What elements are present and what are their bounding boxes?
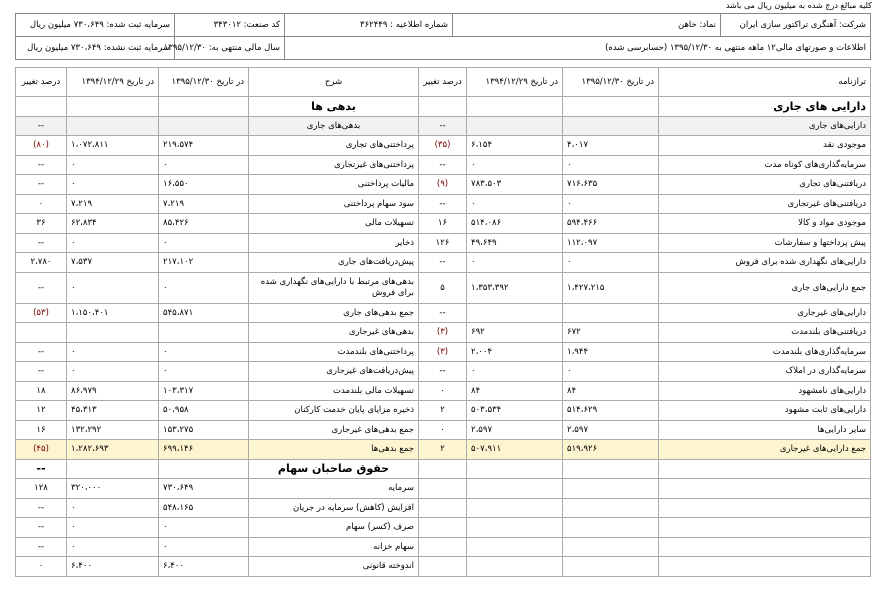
cell-asset-label: دریافتنی‌های بلندمدت <box>659 323 871 343</box>
cell-liability-change: -- <box>16 518 67 538</box>
cell-liability-1394: ۰ <box>67 342 159 362</box>
cell-asset-1394: ۲،۰۰۴ <box>467 342 563 362</box>
cell-asset-change: ۵ <box>419 272 467 303</box>
cell-asset-label: دارایی‌های نگهداری شده برای فروش <box>659 253 871 273</box>
cell-liability-label: بدهی ها <box>249 97 419 117</box>
cell-liability-1394: ۰ <box>67 155 159 175</box>
cell-asset-1395 <box>563 518 659 538</box>
table-row <box>16 175 871 195</box>
cell-asset-1395 <box>563 537 659 557</box>
cell-liability-label: صرف (کسر) سهام <box>249 518 419 538</box>
cell-liability-1395: ۵۰،۹۵۸ <box>159 401 249 421</box>
column-header-row <box>16 68 871 97</box>
cell-asset-1395: ۶۷۲ <box>563 323 659 343</box>
cell-liability-label: سود سهام پرداختنی <box>249 194 419 214</box>
cell-asset-label: جمع دارایی‌های غیرجاری <box>659 440 871 460</box>
cell-asset-1394 <box>467 97 563 117</box>
industry-code: کد صنعت: ۳۴۳۰۱۲ <box>175 14 285 37</box>
cell-asset-1395: ۷۱۶،۶۳۵ <box>563 175 659 195</box>
cell-liability-change <box>16 97 67 117</box>
cell-liability-label: تسهیلات مالی <box>249 214 419 234</box>
cell-liability-label: بدهی‌های مرتبط با دارایی‌های نگهداری شده برای فروش <box>249 272 419 303</box>
cell-asset-1395: ۱،۹۴۴ <box>563 342 659 362</box>
cell-liability-1395: ۱۵۳،۲۷۵ <box>159 420 249 440</box>
cell-asset-change: ۲ <box>419 440 467 460</box>
cell-asset-change: -- <box>419 194 467 214</box>
cell-asset-1395: ۰ <box>563 253 659 273</box>
cell-asset-1395: ۰ <box>563 194 659 214</box>
cell-asset-label <box>659 498 871 518</box>
cell-liability-1395: ۷۳۰،۶۴۹ <box>159 479 249 499</box>
cell-liability-1395: ۰ <box>159 342 249 362</box>
cell-liability-change: ۱۲ <box>16 401 67 421</box>
cell-asset-label: دارایی‌های غیرجاری <box>659 303 871 323</box>
cell-liability-change: ۱۲۸ <box>16 479 67 499</box>
col-desc: شرح <box>249 68 419 97</box>
cell-liability-label: ذخایر <box>249 233 419 253</box>
cell-asset-change: -- <box>419 362 467 382</box>
cell-liability-1394: ۱،۱۵۰،۴۰۱ <box>67 303 159 323</box>
cell-asset-1394 <box>467 518 563 538</box>
table-row <box>16 498 871 518</box>
cell-asset-1395: ۰ <box>563 362 659 382</box>
col-balance: ترازنامه <box>659 68 871 97</box>
cell-asset-change <box>419 479 467 499</box>
cell-liability-label: مالیات پرداختنی <box>249 175 419 195</box>
cell-asset-change <box>419 537 467 557</box>
cell-asset-label <box>659 459 871 479</box>
table-row <box>16 459 871 479</box>
cell-asset-label: موجودی نقد <box>659 136 871 156</box>
cell-liability-1395: ۶۹۹،۱۴۶ <box>159 440 249 460</box>
table-row <box>16 342 871 362</box>
table-row <box>16 136 871 156</box>
cell-liability-1395: ۲۱۷،۱۰۲ <box>159 253 249 273</box>
cell-asset-change: (۳) <box>419 342 467 362</box>
cell-asset-1395 <box>563 479 659 499</box>
table-row <box>16 479 871 499</box>
cell-liability-label: پیش‌دریافت‌های غیرجاری <box>249 362 419 382</box>
cell-liability-change: (۴۵) <box>16 440 67 460</box>
cell-asset-label: پیش پرداختها و سفارشات <box>659 233 871 253</box>
statement-description: اطلاعات و صورتهای مالی۱۲ ماهه منتهی به ۱۳۹۵/۱۲/۳۰ (حسابرسی شده) <box>285 37 871 60</box>
cell-asset-label <box>659 479 871 499</box>
cell-liability-1394: ۸۶،۹۷۹ <box>67 381 159 401</box>
cell-asset-label: دارایی‌های نامشهود <box>659 381 871 401</box>
cell-liability-1394 <box>67 459 159 479</box>
cell-liability-label: بدهی‌های غیرجاری <box>249 323 419 343</box>
cell-liability-label: جمع بدهی‌ها <box>249 440 419 460</box>
notice-number: شماره اطلاعیه : ۳۶۲۴۴۹ <box>285 14 453 37</box>
cell-liability-change <box>16 323 67 343</box>
cell-asset-1394 <box>467 537 563 557</box>
cell-asset-label: جمع دارایی‌های جاری <box>659 272 871 303</box>
col-assets-1395: در تاریخ ۱۳۹۵/۱۲/۳۰ <box>563 68 659 97</box>
registered-capital: سرمایه ثبت شده: ۷۳۰،۶۴۹ میلیون ریال <box>16 14 175 37</box>
cell-asset-change: -- <box>419 303 467 323</box>
cell-liability-1395: ۱۰۳،۳۱۷ <box>159 381 249 401</box>
cell-liability-1394: ۰ <box>67 362 159 382</box>
cell-asset-label: موجودی مواد و کالا <box>659 214 871 234</box>
cell-asset-label: سرمایه‌گذاری‌های بلندمدت <box>659 342 871 362</box>
report-header <box>15 13 871 60</box>
cell-liability-1394: ۱،۲۸۲،۶۹۳ <box>67 440 159 460</box>
table-row <box>16 116 871 136</box>
cell-liability-label: تسهیلات مالی بلندمدت <box>249 381 419 401</box>
cell-liability-1394 <box>67 97 159 117</box>
cell-liability-change: -- <box>16 459 67 479</box>
cell-asset-1394 <box>467 479 563 499</box>
cell-asset-change: (۳۵) <box>419 136 467 156</box>
fiscal-year: سال مالی منتهی به: ۱۳۹۵/۱۲/۳۰ <box>175 37 285 60</box>
cell-asset-change <box>419 97 467 117</box>
cell-liability-change: -- <box>16 362 67 382</box>
cell-liability-1394 <box>67 323 159 343</box>
table-row <box>16 401 871 421</box>
cell-asset-change: (۳) <box>419 323 467 343</box>
unregistered-capital: سرمایه ثبت نشده: ۷۳۰،۶۴۹ میلیون ریال <box>16 37 175 60</box>
cell-liability-1394: ۰ <box>67 537 159 557</box>
cell-asset-change: -- <box>419 116 467 136</box>
cell-asset-1395 <box>563 303 659 323</box>
cell-asset-1394 <box>467 303 563 323</box>
cell-asset-change: ۰ <box>419 381 467 401</box>
cell-liability-1395: ۷،۲۱۹ <box>159 194 249 214</box>
cell-liability-1395: ۱۶،۵۵۰ <box>159 175 249 195</box>
cell-asset-change: -- <box>419 155 467 175</box>
cell-asset-1395: ۵۱۹،۹۲۶ <box>563 440 659 460</box>
cell-liability-1395: ۵۴۸،۱۶۵ <box>159 498 249 518</box>
cell-asset-1394: ۶۹۲ <box>467 323 563 343</box>
cell-liability-change: -- <box>16 272 67 303</box>
cell-asset-1395: ۱۱۲،۰۹۷ <box>563 233 659 253</box>
cell-liability-change: (۵۳) <box>16 303 67 323</box>
symbol: نماد: خاهن <box>453 14 721 37</box>
cell-liability-1395: ۰ <box>159 537 249 557</box>
col-liab-1394: در تاریخ ۱۳۹۴/۱۲/۲۹ <box>67 68 159 97</box>
cell-asset-change: -- <box>419 253 467 273</box>
cell-asset-change: ۱۲۶ <box>419 233 467 253</box>
cell-liability-1394: ۰ <box>67 272 159 303</box>
cell-liability-1395: ۶،۴۰۰ <box>159 557 249 577</box>
table-row <box>16 440 871 460</box>
cell-asset-change: ۱۶ <box>419 214 467 234</box>
cell-asset-1395: ۲،۵۹۷ <box>563 420 659 440</box>
table-row <box>16 362 871 382</box>
cell-liability-1395: ۰ <box>159 233 249 253</box>
cell-asset-1395: ۸۴ <box>563 381 659 401</box>
cell-asset-1394: ۵۰۷،۹۱۱ <box>467 440 563 460</box>
cell-liability-1394: ۰ <box>67 233 159 253</box>
cell-liability-1395: ۰ <box>159 272 249 303</box>
cell-liability-1395: ۰ <box>159 362 249 382</box>
cell-liability-label: افزایش (کاهش) سرمایه در جریان <box>249 498 419 518</box>
cell-asset-change <box>419 459 467 479</box>
cell-asset-1394: ۰ <box>467 194 563 214</box>
cell-liability-1394: ۱،۰۷۲،۸۱۱ <box>67 136 159 156</box>
table-row <box>16 272 871 303</box>
cell-asset-change <box>419 557 467 577</box>
cell-liability-1395: ۵۴۵،۸۷۱ <box>159 303 249 323</box>
table-row <box>16 537 871 557</box>
cell-liability-1395: ۲۱۹،۵۷۴ <box>159 136 249 156</box>
cell-liability-change: ۰ <box>16 557 67 577</box>
cell-liability-label: سرمایه <box>249 479 419 499</box>
table-row <box>16 194 871 214</box>
cell-liability-1395 <box>159 323 249 343</box>
cell-liability-1395: ۰ <box>159 518 249 538</box>
cell-asset-1395: ۰ <box>563 155 659 175</box>
table-row <box>16 97 871 117</box>
cell-asset-1395 <box>563 557 659 577</box>
cell-asset-1394: ۰ <box>467 362 563 382</box>
cell-asset-1394: ۲،۵۹۷ <box>467 420 563 440</box>
cell-liability-1394: ۳۲۰،۰۰۰ <box>67 479 159 499</box>
cell-asset-label: دارایی‌های ثابت مشهود <box>659 401 871 421</box>
cell-asset-1395 <box>563 97 659 117</box>
cell-liability-label: پرداختنی‌های غیرتجاری <box>249 155 419 175</box>
cell-liability-label: جمع بدهی‌های غیرجاری <box>249 420 419 440</box>
cell-liability-change: ۱۶ <box>16 420 67 440</box>
cell-asset-1395 <box>563 459 659 479</box>
cell-liability-1395 <box>159 116 249 136</box>
cell-liability-label: سهام خزانه <box>249 537 419 557</box>
cell-liability-1395 <box>159 97 249 117</box>
cell-liability-1395: ۸۵،۴۲۶ <box>159 214 249 234</box>
cell-liability-label: اندوخته قانونی <box>249 557 419 577</box>
col-liab-change: درصد تغییر <box>16 68 67 97</box>
cell-asset-1394 <box>467 498 563 518</box>
table-row <box>16 253 871 273</box>
cell-liability-1394: ۰ <box>67 498 159 518</box>
cell-liability-1395: ۰ <box>159 155 249 175</box>
cell-asset-1394: ۱،۳۵۳،۳۹۲ <box>467 272 563 303</box>
cell-asset-change <box>419 518 467 538</box>
cell-liability-label: جمع بدهی‌های جاری <box>249 303 419 323</box>
cell-liability-change: ۲،۷۸۰ <box>16 253 67 273</box>
cell-asset-1394: ۸۴ <box>467 381 563 401</box>
cell-asset-1394 <box>467 459 563 479</box>
cell-asset-label: دریافتنی‌های غیرتجاری <box>659 194 871 214</box>
cell-asset-1395: ۵۱۴،۶۲۹ <box>563 401 659 421</box>
cell-liability-change: -- <box>16 342 67 362</box>
cell-asset-label: سرمایه‌گذاری‌های کوتاه مدت <box>659 155 871 175</box>
cell-liability-1394: ۷،۲۱۹ <box>67 194 159 214</box>
cell-liability-change: -- <box>16 537 67 557</box>
cell-liability-1394: ۶۲،۸۳۴ <box>67 214 159 234</box>
balance-sheet-table <box>15 67 871 577</box>
cell-asset-label: دارایی‌های جاری <box>659 116 871 136</box>
cell-asset-change <box>419 498 467 518</box>
cell-asset-1394: ۰ <box>467 155 563 175</box>
cell-liability-change: ۳۶ <box>16 214 67 234</box>
cell-liability-change: -- <box>16 175 67 195</box>
cell-liability-1394: ۴۵،۳۱۳ <box>67 401 159 421</box>
col-assets-change: درصد تغییر <box>419 68 467 97</box>
cell-asset-1395: ۴،۰۱۷ <box>563 136 659 156</box>
cell-asset-label <box>659 557 871 577</box>
cell-liability-label: پرداختنی‌های بلندمدت <box>249 342 419 362</box>
cell-liability-1394: ۶،۴۰۰ <box>67 557 159 577</box>
cell-liability-1394: ۷،۵۳۷ <box>67 253 159 273</box>
cell-asset-1394: ۵۱۴،۰۸۶ <box>467 214 563 234</box>
table-row <box>16 381 871 401</box>
cell-liability-change: (۸۰) <box>16 136 67 156</box>
cell-asset-1394: ۰ <box>467 253 563 273</box>
cell-liability-label: پیش‌دریافت‌های جاری <box>249 253 419 273</box>
cell-asset-change: ۰ <box>419 420 467 440</box>
cell-liability-change: -- <box>16 233 67 253</box>
cell-asset-1394: ۷۸۳،۵۰۳ <box>467 175 563 195</box>
cell-asset-1394: ۴۹،۶۴۹ <box>467 233 563 253</box>
cell-asset-1395 <box>563 498 659 518</box>
table-row <box>16 518 871 538</box>
cell-asset-1395: ۱،۴۲۷،۲۱۵ <box>563 272 659 303</box>
cell-liability-change: -- <box>16 155 67 175</box>
col-liab-1395: در تاریخ ۱۳۹۵/۱۲/۳۰ <box>159 68 249 97</box>
cell-liability-change: ۰ <box>16 194 67 214</box>
cell-asset-1395: ۵۹۴،۴۶۶ <box>563 214 659 234</box>
cell-liability-1394 <box>67 116 159 136</box>
table-row <box>16 214 871 234</box>
table-row <box>16 557 871 577</box>
cell-asset-1394 <box>467 116 563 136</box>
cell-liability-change: -- <box>16 498 67 518</box>
table-row <box>16 323 871 343</box>
cell-liability-label: بدهی‌های جاری <box>249 116 419 136</box>
cell-asset-1394: ۵۰۳،۵۳۴ <box>467 401 563 421</box>
cell-asset-1394: ۶،۱۵۴ <box>467 136 563 156</box>
col-assets-1394: در تاریخ ۱۳۹۴/۱۲/۲۹ <box>467 68 563 97</box>
cell-asset-label: دریافتنی‌های تجاری <box>659 175 871 195</box>
cell-liability-label: حقوق صاحبان سهام <box>249 459 419 479</box>
cell-asset-1394 <box>467 557 563 577</box>
cell-liability-1395 <box>159 459 249 479</box>
cell-asset-change: ۲ <box>419 401 467 421</box>
cell-liability-change: -- <box>16 116 67 136</box>
cell-asset-1395 <box>563 116 659 136</box>
table-row <box>16 155 871 175</box>
table-row <box>16 233 871 253</box>
cell-asset-label <box>659 537 871 557</box>
cell-asset-change: (۹) <box>419 175 467 195</box>
amount-unit-note: کلیه مبالغ درج شده به میلیون ریال می باشد <box>725 1 872 10</box>
company-name: شرکت: آهنگری تراکتور سازی ایران <box>721 14 871 37</box>
table-row <box>16 303 871 323</box>
cell-liability-label: پرداختنی‌های تجاری <box>249 136 419 156</box>
cell-liability-label: ذخیره مزایای پایان خدمت کارکنان <box>249 401 419 421</box>
cell-asset-label: دارایی های جاری <box>659 97 871 117</box>
cell-asset-label: سرمایه‌گذاری در املاک <box>659 362 871 382</box>
cell-liability-1394: ۰ <box>67 175 159 195</box>
cell-asset-label: سایر دارایی‌ها <box>659 420 871 440</box>
cell-liability-change: ۱۸ <box>16 381 67 401</box>
table-row <box>16 420 871 440</box>
cell-liability-1394: ۱۳۲،۲۹۲ <box>67 420 159 440</box>
cell-liability-1394: ۰ <box>67 518 159 538</box>
cell-asset-label <box>659 518 871 538</box>
